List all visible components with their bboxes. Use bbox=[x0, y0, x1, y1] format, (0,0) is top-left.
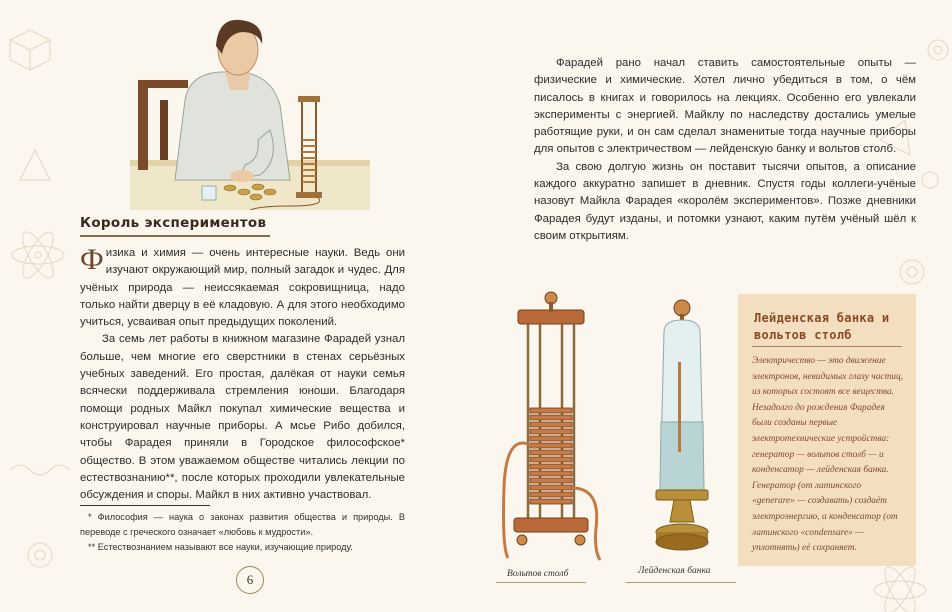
atom-doodle-icon bbox=[12, 228, 64, 282]
right-paragraph-2: За свою долгую жизнь он поставит тысячи опытов, а описание каждого аккуратно запишет в дневник. Спустя годы коллеги-учёные назовут Майкла Фарадея «королём экспериментов». Позже дневники Фарадея будут изданы, и потомки узнают, каким путём учёный шёл к своим открытиям. bbox=[534, 160, 916, 242]
caption-line bbox=[496, 582, 586, 583]
left-paragraph-2: За семь лет работы в книжном магазине Фарадей узнал больше, чем многие его сверстники в стенах серьёзных учебных заведений. Его простая, далёкая от науки семья всячески поддерживала стремления юноши. Благодаря помощи родных Майкл покупал химические вещества и конструировал научные приборы. А мсье Рибо добился, чтобы Фарадея приняли в Городское философское* общество. В этом уважаемом обществе читались лекции по естествознанию**, после которых проходили увлекательные обсуждения и споры. Майкл в них активно участвовал. bbox=[80, 333, 405, 502]
faraday-portrait-illustration bbox=[130, 10, 370, 210]
voltaic-pile-illustration bbox=[496, 288, 606, 563]
sidebar-title: Лейденская банка и вольтов столб bbox=[754, 311, 890, 342]
gear-doodle-icon bbox=[928, 40, 948, 60]
cube-doodle-icon bbox=[10, 30, 50, 70]
footnote-rule bbox=[80, 505, 210, 506]
sidebar-text: Электричество — это движение электронов, невидимых глазу частиц, из которых состоят все вещества. Незадолго до рождения Фарадея были созданы первые электротехнические устройства: генератор — вольтов столб — и конденсатор — лейденская банка. Генератор (от латинского «generare» — создавать) создаёт электроэнергию, а конденсатор (от латинского «condensare» — уплотнять) её сохраняет. bbox=[752, 356, 904, 554]
footnote-philosophy: * Философия — наука о законах развития общества и природы. В переводе с греческого означает «любовь к мудрости». bbox=[80, 512, 405, 537]
atom-doodle-icon bbox=[874, 563, 926, 612]
gear-doodle-icon bbox=[900, 260, 924, 284]
footnote-natural-science: ** Естествознанием называют все науки, изучающие природу. bbox=[88, 542, 353, 552]
page-number: 6 bbox=[236, 566, 264, 594]
leyden-jar-illustration bbox=[636, 292, 726, 567]
sidebar-divider bbox=[752, 346, 902, 347]
section-heading: Король экспериментов bbox=[80, 215, 267, 231]
left-body-text bbox=[80, 245, 405, 504]
circle-doodle-icon bbox=[922, 172, 938, 188]
wave-doodle-icon bbox=[10, 465, 70, 475]
left-paragraph-1-text: изика и химия — очень интересные науки. Ведь они изучают окружающий мир, полный загадок и чудес. Для учёных природа — неиссякаемая сокровищница, надо только найти дверцу в её кладовую. А для этого необходимо учиться, усваивая опыт предыдущих поколений. bbox=[80, 247, 405, 329]
footnotes bbox=[80, 505, 405, 555]
caption-leyden-jar: Лейденская банка bbox=[638, 566, 711, 576]
drop-cap: Ф bbox=[80, 243, 104, 276]
triangle-doodle-icon bbox=[20, 150, 50, 180]
left-paragraph-1 bbox=[80, 245, 405, 331]
heading-underline bbox=[80, 235, 270, 237]
right-body-text bbox=[534, 55, 916, 245]
right-paragraph-1: Фарадей рано начал ставить самостоятельные опыты — физические и химические. Хотел лично убедиться в том, о чём писалось в книгах и говорилось на лекциях. Особенно его увлекали эксперименты с энергией. Майклу по наследству достались умелые работящие руки, и он сам сделал знаменитые тогда научные приборы для опытов с электричеством — лейденскую банку и вольтов столб. bbox=[534, 57, 916, 156]
caption-line bbox=[626, 582, 736, 583]
caption-voltaic-pile: Вольтов столб bbox=[507, 569, 569, 579]
gear-doodle-icon bbox=[28, 543, 52, 567]
